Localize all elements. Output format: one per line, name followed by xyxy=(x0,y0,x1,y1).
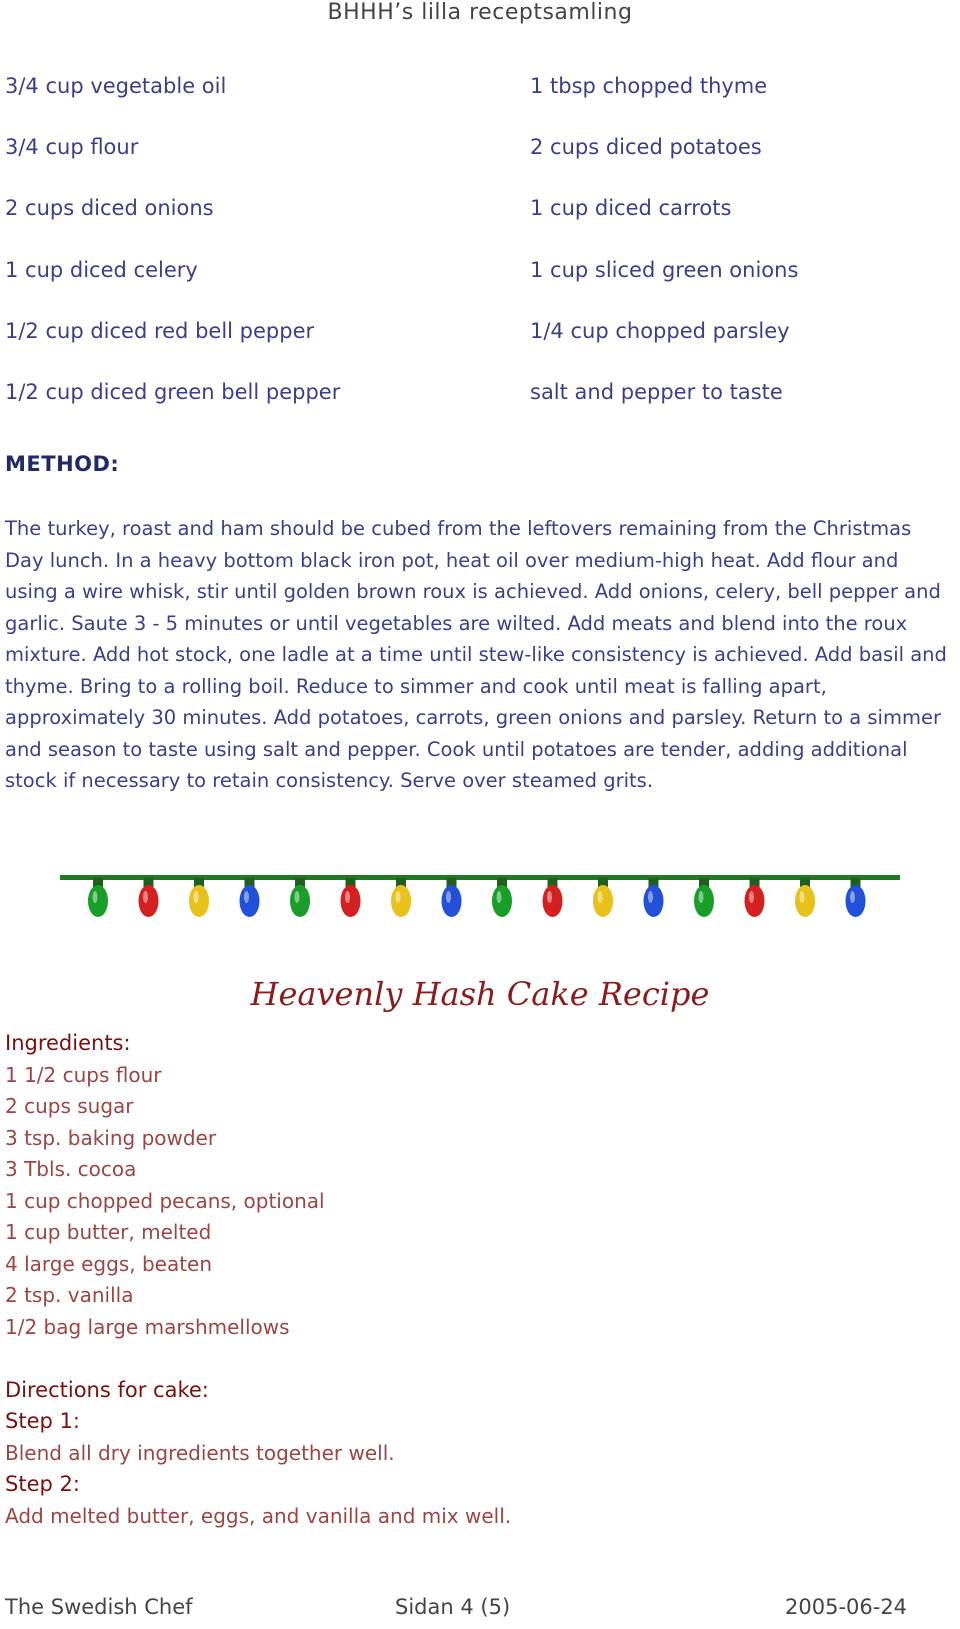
light-bulb xyxy=(240,878,260,917)
ingredient-left: 1 cup diced celery xyxy=(5,257,198,282)
light-bulb xyxy=(745,878,765,917)
light-bulb xyxy=(341,878,361,917)
ingredient-left: 1/2 cup diced green bell pepper xyxy=(5,379,341,404)
cake-ingredient: 3 Tbls. cocoa xyxy=(5,1157,137,1181)
cake-ingredients-heading: Ingredients: xyxy=(5,1031,131,1055)
ingredient-right: 1 cup diced carrots xyxy=(530,196,732,221)
page-footer xyxy=(0,1595,960,1625)
cake-directions-heading: Directions for cake: xyxy=(5,1377,209,1402)
ingredient-left: 3/4 cup flour xyxy=(5,135,139,160)
light-bulb xyxy=(391,878,411,917)
ingredient-left: 1/2 cup diced red bell pepper xyxy=(5,318,315,343)
method-text: The turkey, roast and ham should be cubed from the leftovers remaining from the Christmas Day lunch. In a heavy bottom black iron pot, heat oil over medium-high heat. Add flour and using a wire whisk, stir until golden brown roux is achieved. Add onions, celery, bell pepper and garlic. Saute 3 - 5 minutes or until vegetables are wilted. Add meats and blend into the roux mixture. Add hot stock, one ladle at a time until stew-like consistency is achieved. Add basil and thyme. Bring to a rolling boil. Reduce to simmer and cook until meat is falling apart, approximately 30 minutes. Add potatoes, carrots, green onions and parsley. Return to a simmer and season to taste using salt and pepper. Cook until potatoes are tender, adding additional stock if necessary to retain consistency. Serve over steamed grits. xyxy=(5,517,947,792)
cake-ingredient: 1 cup butter, melted xyxy=(5,1220,212,1244)
ingredient-row xyxy=(5,319,945,380)
lights-bulbs xyxy=(88,878,866,917)
ingredient-row xyxy=(5,258,945,319)
cake-step-text: Blend all dry ingredients together well. xyxy=(5,1440,395,1465)
method-heading: METHOD: xyxy=(5,452,120,476)
christmas-lights-divider xyxy=(60,875,900,935)
cake-step-label: Step 1: xyxy=(5,1409,80,1433)
light-bulb xyxy=(795,878,815,917)
ingredient-left: 3/4 cup vegetable oil xyxy=(5,74,227,98)
light-bulb xyxy=(139,878,159,917)
ingredient-row xyxy=(5,196,945,257)
cake-ingredient: 2 cups sugar xyxy=(5,1094,134,1118)
cake-ingredient: 1 cup chopped pecans, optional xyxy=(5,1188,325,1213)
light-bulb xyxy=(593,878,613,917)
cake-step-label: Step 2: xyxy=(5,1472,80,1496)
light-bulb xyxy=(290,878,310,917)
ingredient-right: 2 cups diced potatoes xyxy=(530,135,762,160)
cake-ingredient: 1 1/2 cups flour xyxy=(5,1062,162,1087)
cake-step-text: Add melted butter, eggs, and vanilla and mix well. xyxy=(5,1503,512,1528)
spacer xyxy=(5,1343,905,1375)
ingredient-row xyxy=(5,380,945,441)
ingredient-right: salt and pepper to taste xyxy=(530,379,783,404)
light-bulb xyxy=(644,878,664,917)
cake-ingredient: 4 large eggs, beaten xyxy=(5,1251,213,1276)
ingredient-row xyxy=(5,135,945,196)
cake-ingredient: 3 tsp. baking powder xyxy=(5,1125,217,1150)
light-bulb xyxy=(442,878,462,917)
cake-recipe-title: Heavenly Hash Cake Recipe xyxy=(250,975,710,1013)
cake-ingredient: 2 tsp. vanilla xyxy=(5,1283,134,1307)
ingredient-list xyxy=(5,74,945,441)
light-bulb xyxy=(694,878,714,917)
light-bulb xyxy=(543,878,563,917)
light-bulb xyxy=(88,878,108,917)
light-bulb xyxy=(492,878,512,917)
cake-recipe xyxy=(5,1028,905,1532)
footer-page-number: Sidan 4 (5) xyxy=(395,1595,511,1619)
lights-wire xyxy=(60,875,900,880)
ingredient-row xyxy=(5,74,945,135)
cake-ingredient: 1/2 bag large marshmellows xyxy=(5,1314,290,1339)
light-bulb xyxy=(846,878,866,917)
light-bulb xyxy=(189,878,209,917)
page-header: BHHH’s lilla receptsamling xyxy=(327,0,633,25)
footer-author: The Swedish Chef xyxy=(5,1595,193,1619)
ingredient-right: 1 cup sliced green onions xyxy=(530,257,799,282)
ingredient-left: 2 cups diced onions xyxy=(5,196,214,221)
footer-date: 2005-06-24 xyxy=(785,1595,908,1619)
ingredient-right: 1/4 cup chopped parsley xyxy=(530,318,790,343)
ingredient-right: 1 tbsp chopped thyme xyxy=(530,74,768,98)
